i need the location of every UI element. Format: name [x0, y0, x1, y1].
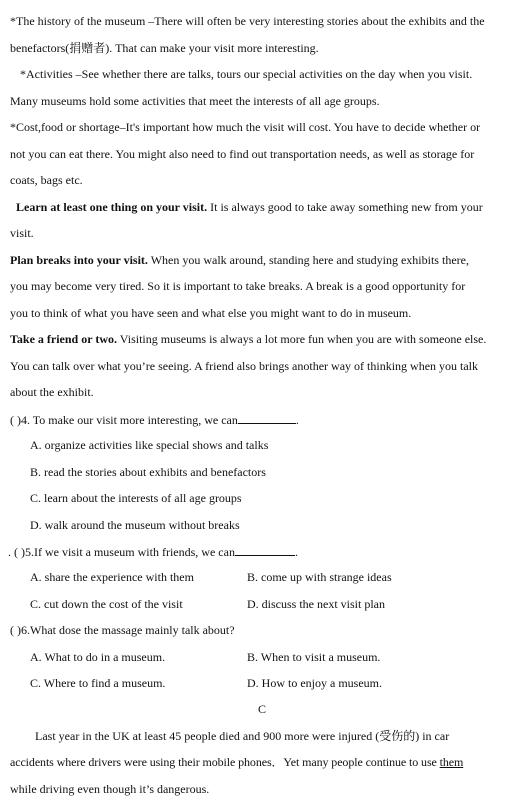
- section-c-line-2-text: accidents where drivers were using their mobile phones．Yet many people continue to use: [10, 755, 440, 769]
- q5-option-d: D. discuss the next visit plan: [247, 597, 385, 611]
- q5-option-b: B. come up with strange ideas: [247, 570, 392, 584]
- history-line-1: *The history of the museum –There will often be very interesting stories about the exhibits and the: [10, 14, 485, 28]
- cost-line-2: not you can eat there. You might also need to find out transportation needs, as well as storage for: [10, 147, 475, 161]
- section-c-line-3: while driving even though it’s dangerous.: [10, 782, 210, 796]
- q6-option-d: D. How to enjoy a museum.: [247, 676, 382, 690]
- cost-line-1: *Cost,food or shortage–It's important how much the visit will cost. You have to decide whether or: [10, 120, 481, 134]
- q4-option-c: C. learn about the interests of all age groups: [30, 491, 242, 505]
- section-c-line-2: [10, 755, 463, 769]
- learn-line-2: visit.: [10, 226, 34, 240]
- q5-option-a: A. share the experience with them: [30, 570, 194, 584]
- section-c-line-1: Last year in the UK at least 45 people died and 900 more were injured (受伤的) in car: [35, 729, 450, 743]
- learn-line-1: [16, 200, 483, 214]
- learn-text: It is always good to take away something new from your: [207, 200, 483, 214]
- q6-option-c: C. Where to find a museum.: [30, 676, 166, 690]
- q4-option-a: A. organize activities like special shows and talks: [30, 438, 269, 452]
- q6-option-a: A. What to do in a museum.: [30, 650, 166, 664]
- q5-stem-end: .: [294, 545, 298, 559]
- breaks-heading: Plan breaks into your visit.: [10, 253, 148, 267]
- section-c-heading: C: [257, 702, 266, 716]
- friend-line-3: about the exhibit.: [10, 385, 94, 399]
- breaks-text: When you walk around, standing here and studying exhibits there,: [147, 253, 469, 267]
- q5-option-c: C. cut down the cost of the visit: [30, 597, 183, 611]
- friend-line-1: [10, 332, 486, 346]
- cost-line-3: coats, bags etc.: [10, 173, 83, 187]
- q6-option-b: B. When to visit a museum.: [247, 650, 381, 664]
- q4-stem: [10, 412, 299, 427]
- q4-option-b: B. read the stories about exhibits and benefactors: [30, 465, 266, 479]
- friend-text: Visiting museums is always a lot more fun when you are with someone else.: [117, 332, 487, 346]
- breaks-line-3: you to think of what you have seen and what else you might want to do in museum.: [10, 306, 412, 320]
- underlined-word-them: them: [439, 755, 464, 769]
- q4-stem-text: ( )4. To make our visit more interesting, we can: [10, 413, 238, 427]
- breaks-line-2: you may become very tired. So it is important to take breaks. A break is a good opportunity for: [10, 279, 466, 293]
- activities-line-1: *Activities –See whether there are talks, tours our special activities on the day when you visit.: [20, 67, 473, 81]
- q5-blank: [235, 544, 295, 556]
- q4-option-d: D. walk around the museum without breaks: [30, 518, 240, 532]
- q4-stem-end: .: [295, 413, 299, 427]
- friend-heading: Take a friend or two.: [10, 332, 118, 346]
- q5-stem-text: . ( )5.If we visit a museum with friends, we can: [8, 545, 235, 559]
- history-line-2: benefactors(捐赠者). That can make your visit more interesting.: [10, 41, 319, 55]
- breaks-line-1: [10, 253, 469, 267]
- q6-stem: ( )6.What dose the massage mainly talk about?: [10, 623, 235, 637]
- q5-stem: [8, 544, 298, 559]
- q4-blank: [238, 412, 296, 424]
- activities-line-2: Many museums hold some activities that meet the interests of all age groups.: [10, 94, 380, 108]
- learn-heading: Learn at least one thing on your visit.: [16, 200, 208, 214]
- friend-line-2: You can talk over what you’re seeing. A friend also brings another way of thinking when you talk: [10, 359, 479, 373]
